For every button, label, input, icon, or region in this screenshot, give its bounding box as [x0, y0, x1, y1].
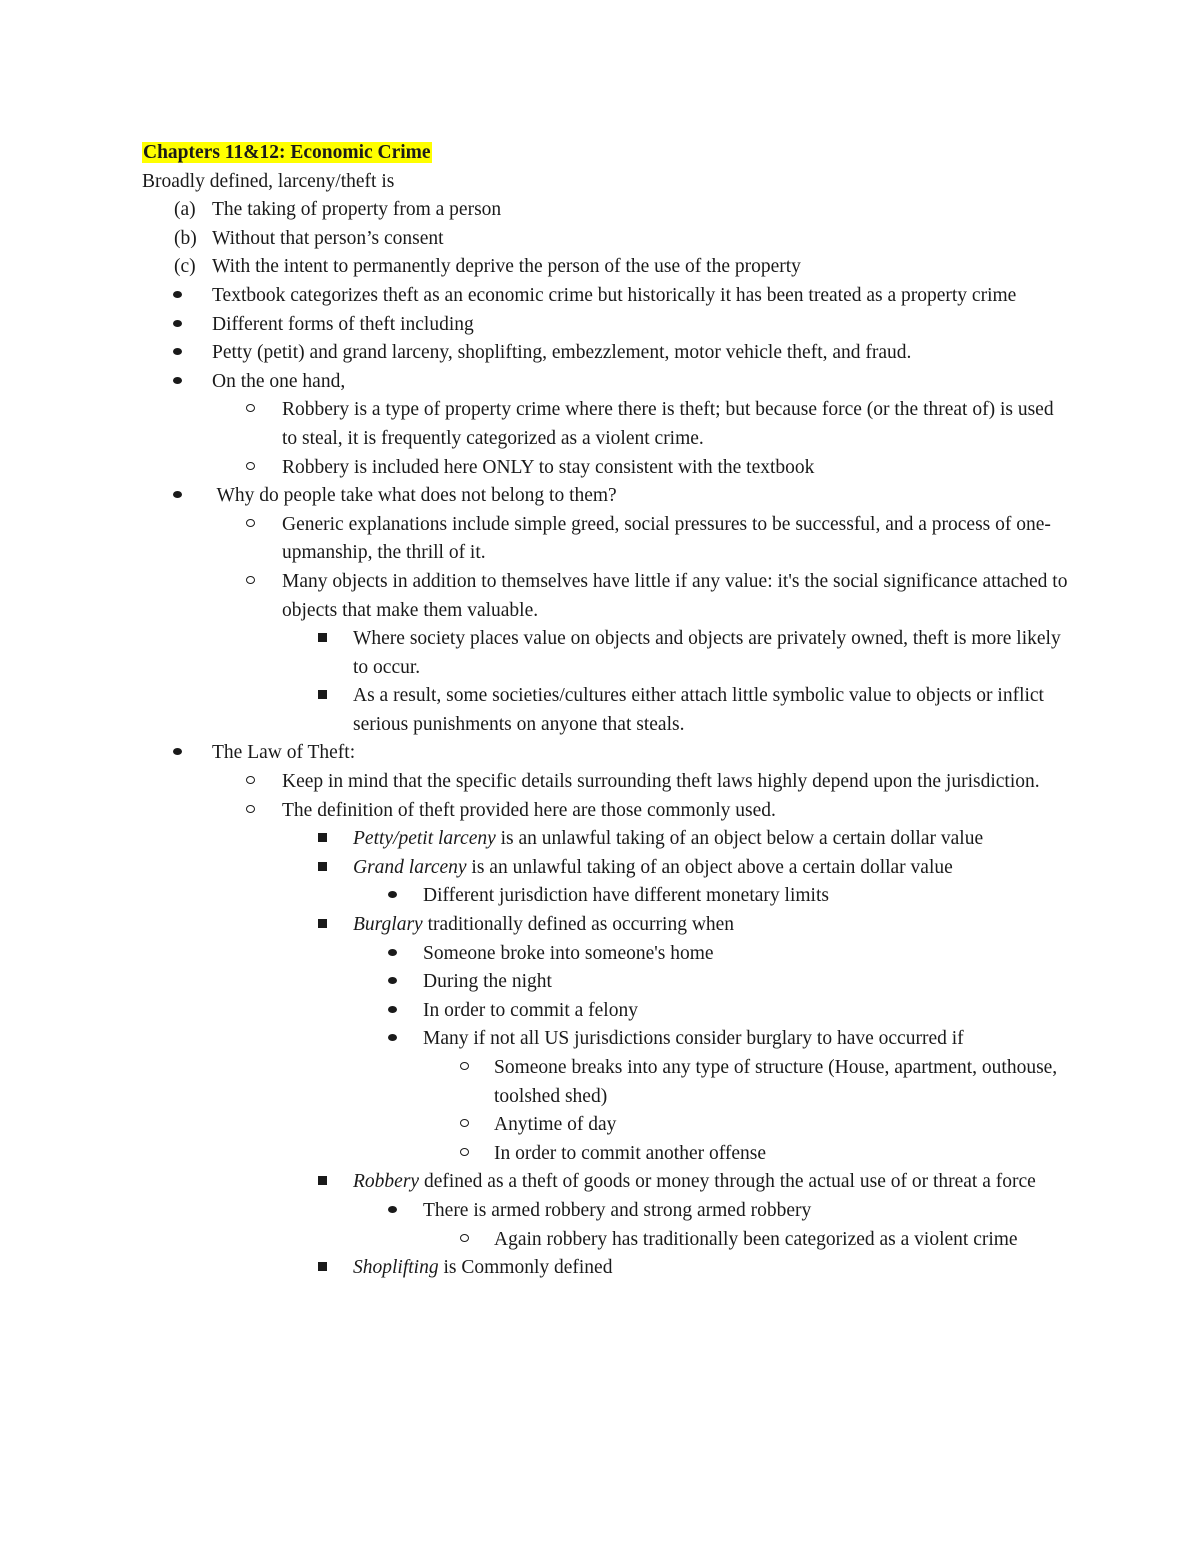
list-item-text: Anytime of day — [494, 1114, 617, 1136]
bullet-square-icon — [318, 825, 358, 854]
bullet-square-icon — [318, 1168, 358, 1197]
list-item — [142, 368, 1072, 397]
list-item-text: Generic explanations include simple greed, social pressures to be successful, and a process of one-upmanship, the thrill of it. — [282, 513, 1051, 564]
list-item — [142, 482, 1072, 511]
bullet-circle-icon — [246, 797, 286, 826]
bullet-dot-icon — [173, 482, 213, 511]
page-title — [142, 139, 1072, 168]
list-item — [142, 311, 1072, 340]
definition-text: is an unlawful taking of an object below a certain dollar value — [495, 828, 984, 850]
list-item-text: During the night — [423, 971, 552, 993]
list-item-text: Many objects in addition to themselves have little if any value: it's the social significance attached to objects that make them valuable. — [282, 570, 1068, 621]
list-item — [142, 882, 1072, 911]
list-item-text: In order to commit a felony — [423, 999, 638, 1021]
list-item-text: With the intent to permanently deprive the person of the use of the property — [212, 256, 801, 278]
bullet-circle-icon — [246, 568, 286, 597]
list-item-text: Robbery is a type of property crime where there is theft; but because force (or the threat of) is used to steal, it is frequently categorized as a violent crime. — [282, 399, 1054, 449]
list-item — [142, 1025, 1072, 1054]
list-item-text: Again robbery has traditionally been categorized as a violent crime — [494, 1228, 1018, 1250]
list-item — [142, 768, 1072, 797]
bullet-circle-icon — [460, 1140, 500, 1169]
bullet-circle-icon — [246, 454, 286, 483]
definition-text: traditionally defined as occurring when — [422, 914, 735, 936]
list-item-text: Textbook categorizes theft as an economic crime but historically it has been treated as a property crime — [212, 284, 1017, 306]
list-item — [142, 940, 1072, 969]
bullet-square-icon — [318, 911, 358, 940]
list-item — [142, 225, 1072, 254]
list-item — [142, 682, 1072, 739]
bullet-dot-icon — [388, 940, 428, 969]
bullet-circle-icon — [246, 396, 286, 425]
list-item-text: The definition of theft provided here are those commonly used. — [282, 799, 776, 821]
list-marker: (b) — [174, 227, 197, 249]
list-item-text: On the one hand, — [212, 370, 346, 392]
definition-term: Petty/petit larceny — [353, 828, 496, 850]
list-item — [142, 1254, 1072, 1283]
list-item-text: The Law of Theft: — [212, 742, 356, 764]
list-item — [142, 739, 1072, 768]
bullet-square-icon — [318, 1254, 358, 1283]
bullet-circle-icon — [460, 1054, 500, 1083]
list-item-text: Different jurisdiction have different monetary limits — [423, 885, 829, 907]
bullet-dot-icon — [173, 739, 213, 768]
bullet-dot-icon — [173, 311, 213, 340]
list-item-text: There is armed robbery and strong armed robbery — [423, 1199, 812, 1221]
list-item — [142, 1054, 1072, 1111]
list-item — [142, 911, 1072, 940]
bullet-dot-icon — [388, 968, 428, 997]
heading-text: Chapters 11&12: Economic Crime — [143, 142, 431, 163]
definition-text: defined as a theft of goods or money through the actual use of or threat a force — [419, 1171, 1036, 1193]
list-item-text: Petty (petit) and grand larceny, shoplifting, embezzlement, motor vehicle theft, and fraud. — [212, 342, 912, 364]
list-item — [142, 825, 1072, 854]
bullet-square-icon — [318, 682, 358, 711]
definition-term: Grand larceny — [353, 856, 467, 878]
list-item — [142, 568, 1072, 625]
bullet-dot-icon — [388, 997, 428, 1026]
list-item — [142, 797, 1072, 826]
bullet-square-icon — [318, 625, 358, 654]
list-item-text: Different forms of theft including — [212, 313, 474, 335]
definition-term: Shoplifting — [353, 1257, 439, 1279]
bullet-circle-icon — [246, 768, 286, 797]
bullet-dot-icon — [173, 339, 213, 368]
list-item — [142, 396, 1072, 453]
intro-line: Broadly defined, larceny/theft is — [142, 170, 395, 192]
list-item-text: Why do people take what does not belong to them? — [212, 485, 617, 507]
list-item — [142, 1111, 1072, 1140]
bullet-dot-icon — [173, 282, 213, 311]
bullet-dot-icon — [388, 1197, 428, 1226]
list-item — [142, 339, 1072, 368]
bullet-circle-icon — [246, 511, 286, 540]
bullet-dot-icon — [388, 882, 428, 911]
list-item-text: The taking of property from a person — [212, 199, 502, 221]
list-item — [142, 196, 1072, 225]
list-item-text: Someone broke into someone's home — [423, 942, 714, 964]
list-item-text: Without that person’s consent — [212, 227, 444, 249]
list-item — [142, 1140, 1072, 1169]
bullet-square-icon — [318, 854, 358, 883]
list-item-text: Keep in mind that the specific details surrounding theft laws highly depend upon the jurisdiction. — [282, 771, 1040, 793]
list-item-text: Someone breaks into any type of structure (House, apartment, outhouse, toolshed shed) — [494, 1057, 1058, 1107]
bullet-circle-icon — [460, 1226, 500, 1255]
list-item — [142, 1168, 1072, 1197]
list-marker: (a) — [174, 199, 196, 221]
list-item-text: Many if not all US jurisdictions consider burglary to have occurred if — [423, 1028, 964, 1050]
list-item — [142, 253, 1072, 282]
list-marker: (c) — [174, 256, 196, 278]
bullet-circle-icon — [460, 1111, 500, 1140]
list-item — [142, 454, 1072, 483]
list-item — [142, 511, 1072, 568]
list-item — [142, 1197, 1072, 1226]
definition-term: Burglary — [353, 914, 423, 936]
list-item-text: As a result, some societies/cultures either attach little symbolic value to objects or inflict serious punishments on anyone that steals. — [353, 685, 1044, 735]
list-item — [142, 968, 1072, 997]
bullet-dot-icon — [388, 1025, 428, 1054]
list-item-text: Robbery is included here ONLY to stay consistent with the textbook — [282, 456, 815, 478]
list-item — [142, 854, 1072, 883]
list-item — [142, 282, 1072, 311]
list-item-text: In order to commit another offense — [494, 1142, 767, 1164]
list-item-text: Where society places value on objects and objects are privately owned, theft is more likely to occur. — [353, 628, 1061, 678]
document-body — [142, 139, 1072, 1283]
definition-text: is an unlawful taking of an object above a certain dollar value — [466, 856, 953, 878]
list-item — [142, 625, 1072, 682]
definition-text: is Commonly defined — [438, 1257, 613, 1279]
list-item — [142, 997, 1072, 1026]
bullet-dot-icon — [173, 368, 213, 397]
list-item — [142, 1226, 1072, 1255]
definition-term: Robbery — [353, 1171, 420, 1193]
